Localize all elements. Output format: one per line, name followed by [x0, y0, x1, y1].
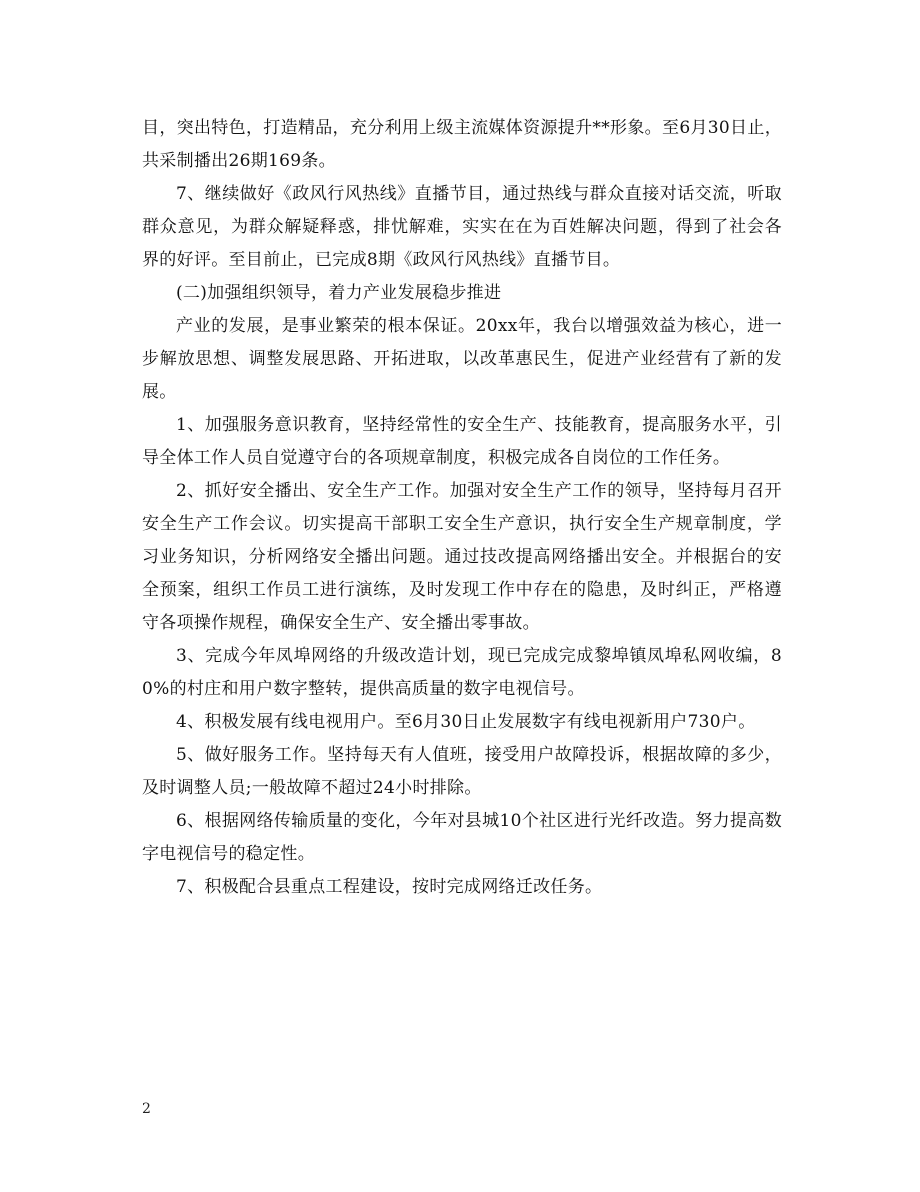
paragraph-item-7: 7、积极配合县重点工程建设，按时完成网络迁改任务。: [176, 877, 603, 897]
paragraph-item-5: 5、做好服务工作。坚持每天有人值班，接受用户故障投诉，根据故障的多少，及时调整人员;一般故障不超过24小时排除。: [142, 745, 782, 798]
paragraph-item-4: 4、积极发展有线电视用户。至6月30日止发展数字有线电视新用户730户。: [176, 712, 756, 732]
section-heading: (二)加强组织领导，着力产业发展稳步推进: [176, 283, 502, 303]
document-body: [142, 112, 782, 904]
paragraph-hotline-program: 7、继续做好《政风行风热线》直播节目，通过热线与群众直接对话交流，听取群众意见，为群众解疑释惑，排忧解难，实实在在为百姓解决问题，得到了社会各界的好评。至目前止，已完成8期《政风行风热线》直播节目。: [142, 184, 782, 270]
paragraph-continued: 目，突出特色，打造精品，充分利用上级主流媒体资源提升**形象。至6月30日止，共采制播出26期169条。: [142, 118, 782, 171]
paragraph-item-1: 1、加强服务意识教育，坚持经常性的安全生产、技能教育，提高服务水平，引导全体工作人员自觉遵守台的各项规章制度，积极完成各自岗位的工作任务。: [142, 415, 782, 468]
paragraph-item-6: 6、根据网络传输质量的变化，今年对县城10个社区进行光纤改造。努力提高数字电视信号的稳定性。: [142, 811, 782, 864]
paragraph-industry-development: 产业的发展，是事业繁荣的根本保证。20xx年，我台以增强效益为核心，进一步解放思想、调整发展思路、开拓进取，以改革惠民生，促进产业经营有了新的发展。: [142, 316, 782, 402]
paragraph-item-2: 2、抓好安全播出、安全生产工作。加强对安全生产工作的领导，坚持每月召开安全生产工作会议。切实提高干部职工安全生产意识，执行安全生产规章制度，学习业务知识，分析网络安全播出问题。通过技改提高网络播出安全。并根据台的安全预案，组织工作员工进行演练，及时发现工作中存在的隐患，及时纠正，严格遵守各项操作规程，确保安全生产、安全播出零事故。: [142, 481, 782, 633]
page-number: 2: [142, 1101, 151, 1117]
paragraph-item-3: 3、完成今年凤埠网络的升级改造计划，现已完成完成黎埠镇凤埠私网收编，80%的村庄和用户数字整转，提供高质量的数字电视信号。: [142, 646, 782, 699]
